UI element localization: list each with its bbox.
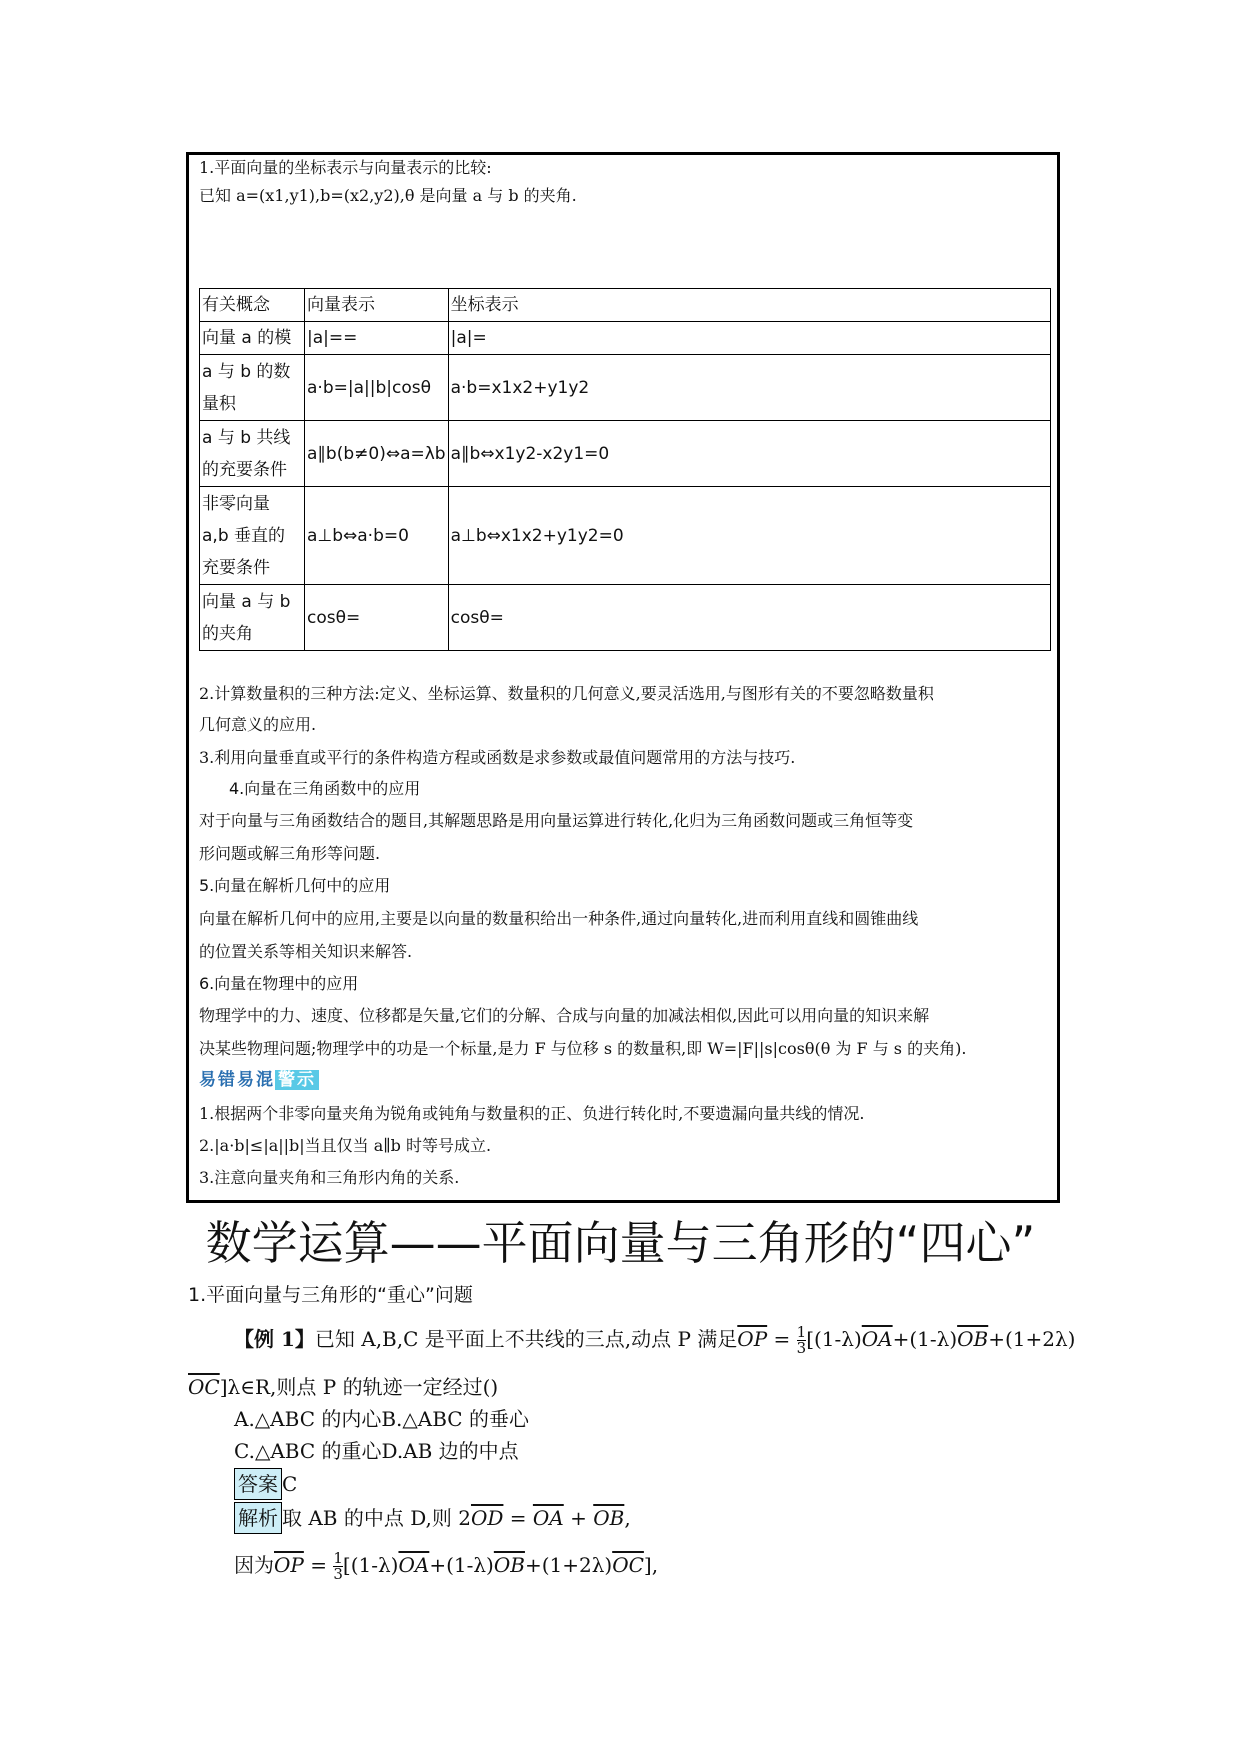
table-cell: a·b=x1x2+y1y2 bbox=[448, 355, 1050, 421]
analysis-badge: 解析 bbox=[234, 1502, 282, 1534]
answer-badge: 答案 bbox=[234, 1468, 282, 1500]
table-cell: 非零向量 a,b 垂直的充要条件 bbox=[200, 487, 305, 585]
paragraph-3: 3.利用向量垂直或平行的条件构造方程或函数是求参数或最值问题常用的方法与技巧. bbox=[199, 748, 796, 767]
paragraph-4b: 形问题或解三角形等问题. bbox=[199, 844, 381, 863]
paragraph-6b: 决某些物理问题;物理学中的功是一个标量,是力 F 与位移 s 的数量积,即 W=|F||s|cosθ(θ 为 F 与 s 的夹角). bbox=[199, 1039, 967, 1058]
table-row bbox=[200, 322, 1051, 355]
fraction: $\frac{1}{3}$ bbox=[796, 1323, 807, 1357]
table-cell: a⊥b⇔x1x2+y1y2=0 bbox=[448, 487, 1050, 585]
table-cell: a∥b(b≠0)⇔a=λb bbox=[305, 421, 449, 487]
paragraph-4a: 对于向量与三角函数结合的题目,其解题思路是用向量运算进行转化,化归为三角函数问题或三角恒等变 bbox=[199, 811, 914, 830]
paragraph-5a: 向量在解析几何中的应用,主要是以向量的数量积给出一种条件,通过向量转化,进而利用直线和圆锥曲线 bbox=[199, 909, 919, 928]
heading-5: 5.向量在解析几何中的应用 bbox=[199, 876, 391, 895]
analysis-line-1: 解析 取 AB 的中点 D,则 $2\overline{OD} = \overline{OA} + \overline{OB}$, bbox=[234, 1502, 631, 1534]
heading-1: 1.平面向量的坐标表示与向量表示的比较: bbox=[199, 158, 492, 177]
summary-box bbox=[186, 152, 1060, 1203]
table-cell: cosθ= bbox=[305, 585, 449, 651]
table-row bbox=[200, 487, 1051, 585]
table-cell: a∥b⇔x1y2-x2y1=0 bbox=[448, 421, 1050, 487]
section-heading: 1.平面向量与三角形的“重心”问题 bbox=[188, 1284, 473, 1306]
example-stem-line2: $\overline{OC}]\lambda\in R$,则点 P 的轨迹一定经过() bbox=[188, 1375, 499, 1399]
given-line: 已知 a=(x1,y1),b=(x2,y2),θ 是向量 a 与 b 的夹角. bbox=[199, 186, 577, 205]
paragraph-5b: 的位置关系等相关知识来解答. bbox=[199, 942, 413, 961]
table-cell: a·b=|a||b|cosθ bbox=[305, 355, 449, 421]
heading-4: 4.向量在三角函数中的应用 bbox=[229, 779, 421, 798]
paragraph-2a: 2.计算数量积的三种方法:定义、坐标运算、数量积的几何意义,要灵活选用,与图形有关的不要忽略数量积 bbox=[199, 684, 934, 703]
answer-line bbox=[234, 1468, 297, 1500]
analysis-line-2: 因为$\overline{OP}$ = $\frac{1}{3}$ $[(1-\lambda)\overline{OA}+(1-\lambda)\overline{OB}+(1+2\lambda)\overline{OC}]$, bbox=[234, 1549, 659, 1583]
table-header: 有关概念 bbox=[200, 289, 305, 322]
example-label: 【例 1】 bbox=[234, 1327, 315, 1351]
warning-1: 1.根据两个非零向量夹角为锐角或钝角与数量积的正、负进行转化时,不要遗漏向量共线的情况. bbox=[199, 1104, 865, 1123]
table-row bbox=[200, 421, 1051, 487]
table-cell: |a|== bbox=[305, 322, 449, 355]
table-row bbox=[200, 355, 1051, 421]
table-cell: a⊥b⇔a·b=0 bbox=[305, 487, 449, 585]
example-stem-line1: 【例 1】已知 A,B,C 是平面上不共线的三点,动点 P 满足$\overline{OP}$ = $\frac{1}{3}$ [$(1-\lambda)\overline{OA}+(1-\lambda)\overline{OB}+(1+2\lambda)$ bbox=[234, 1323, 1076, 1357]
table-row bbox=[200, 585, 1051, 651]
answer-value: C bbox=[282, 1472, 298, 1496]
option-line-1: A.△ABC 的内心B.△ABC 的垂心 bbox=[234, 1407, 529, 1431]
heading-6: 6.向量在物理中的应用 bbox=[199, 974, 359, 993]
table-cell: a 与 b 共线的充要条件 bbox=[200, 421, 305, 487]
table-cell: 向量 a 的模 bbox=[200, 322, 305, 355]
table-cell: a 与 b 的数量积 bbox=[200, 355, 305, 421]
table-cell: |a|= bbox=[448, 322, 1050, 355]
paragraph-6a: 物理学中的力、速度、位移都是矢量,它们的分解、合成与向量的加减法相似,因此可以用向量的知识来解 bbox=[199, 1006, 930, 1025]
option-line-2: C.△ABC 的重心D.AB 边的中点 bbox=[234, 1439, 519, 1463]
table-cell: cosθ= bbox=[448, 585, 1050, 651]
warning-2: 2.|a·b|≤|a||b|当且仅当 a∥b 时等号成立. bbox=[199, 1136, 492, 1155]
warning-tag-text: 易错易混 警示 bbox=[199, 1069, 319, 1091]
table-header: 坐标表示 bbox=[448, 289, 1050, 322]
table-header: 向量表示 bbox=[305, 289, 449, 322]
page-title: 数学运算——平面向量与三角形的“四心” bbox=[205, 1216, 1036, 1270]
table-cell: 向量 a 与 b 的夹角 bbox=[200, 585, 305, 651]
fraction: $\frac{1}{3}$ bbox=[333, 1549, 343, 1583]
warning-tag bbox=[199, 1069, 319, 1091]
table-header-row bbox=[200, 289, 1051, 322]
warning-3: 3.注意向量夹角和三角形内角的关系. bbox=[199, 1168, 460, 1187]
paragraph-2b: 几何意义的应用. bbox=[199, 715, 317, 734]
comparison-table bbox=[199, 288, 1051, 651]
